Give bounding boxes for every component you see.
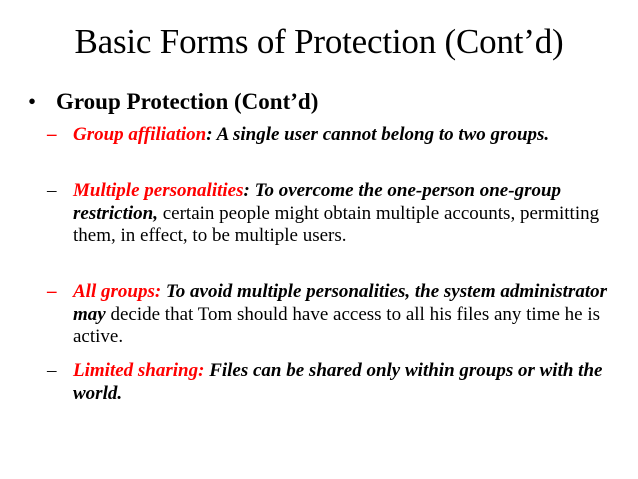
sub-item-all-groups bbox=[47, 281, 613, 349]
item-text-emphasis: To avoid multiple personalities, the system administrator may bbox=[73, 281, 608, 325]
sub-item-group-affiliation bbox=[47, 124, 613, 147]
term-group-affiliation: Group affiliation bbox=[73, 124, 207, 145]
sub-item-multiple-personalities bbox=[47, 180, 613, 248]
dash-marker: – bbox=[47, 180, 57, 201]
sub-item-limited-sharing bbox=[47, 360, 613, 405]
term-multiple-personalities: Multiple personalities bbox=[73, 180, 244, 201]
term-all-groups: All groups: bbox=[73, 281, 162, 302]
slide-title: Basic Forms of Protection (Cont’d) bbox=[74, 22, 564, 61]
item-text: Files can be shared only within groups or with the world. bbox=[73, 360, 603, 404]
term-colon: : bbox=[243, 180, 250, 201]
dash-marker: – bbox=[47, 281, 57, 302]
item-text-emphasis: To overcome the one-person one-group restriction, bbox=[73, 180, 562, 224]
bullet-marker: • bbox=[28, 89, 37, 114]
dash-marker: – bbox=[47, 124, 57, 145]
term-limited-sharing: Limited sharing: bbox=[73, 360, 205, 381]
item-text: decide that Tom should have access to all his files any time he is active. bbox=[73, 303, 601, 347]
dash-marker: – bbox=[47, 360, 57, 381]
main-bullet bbox=[28, 88, 318, 116]
term-colon: : bbox=[206, 124, 213, 145]
item-text: A single user cannot belong to two groups. bbox=[212, 124, 550, 145]
main-bullet-text: Group Protection (Cont’d) bbox=[56, 89, 319, 114]
item-text: certain people might obtain multiple accounts, permitting them, in effect, to be multiple users. bbox=[73, 202, 600, 246]
